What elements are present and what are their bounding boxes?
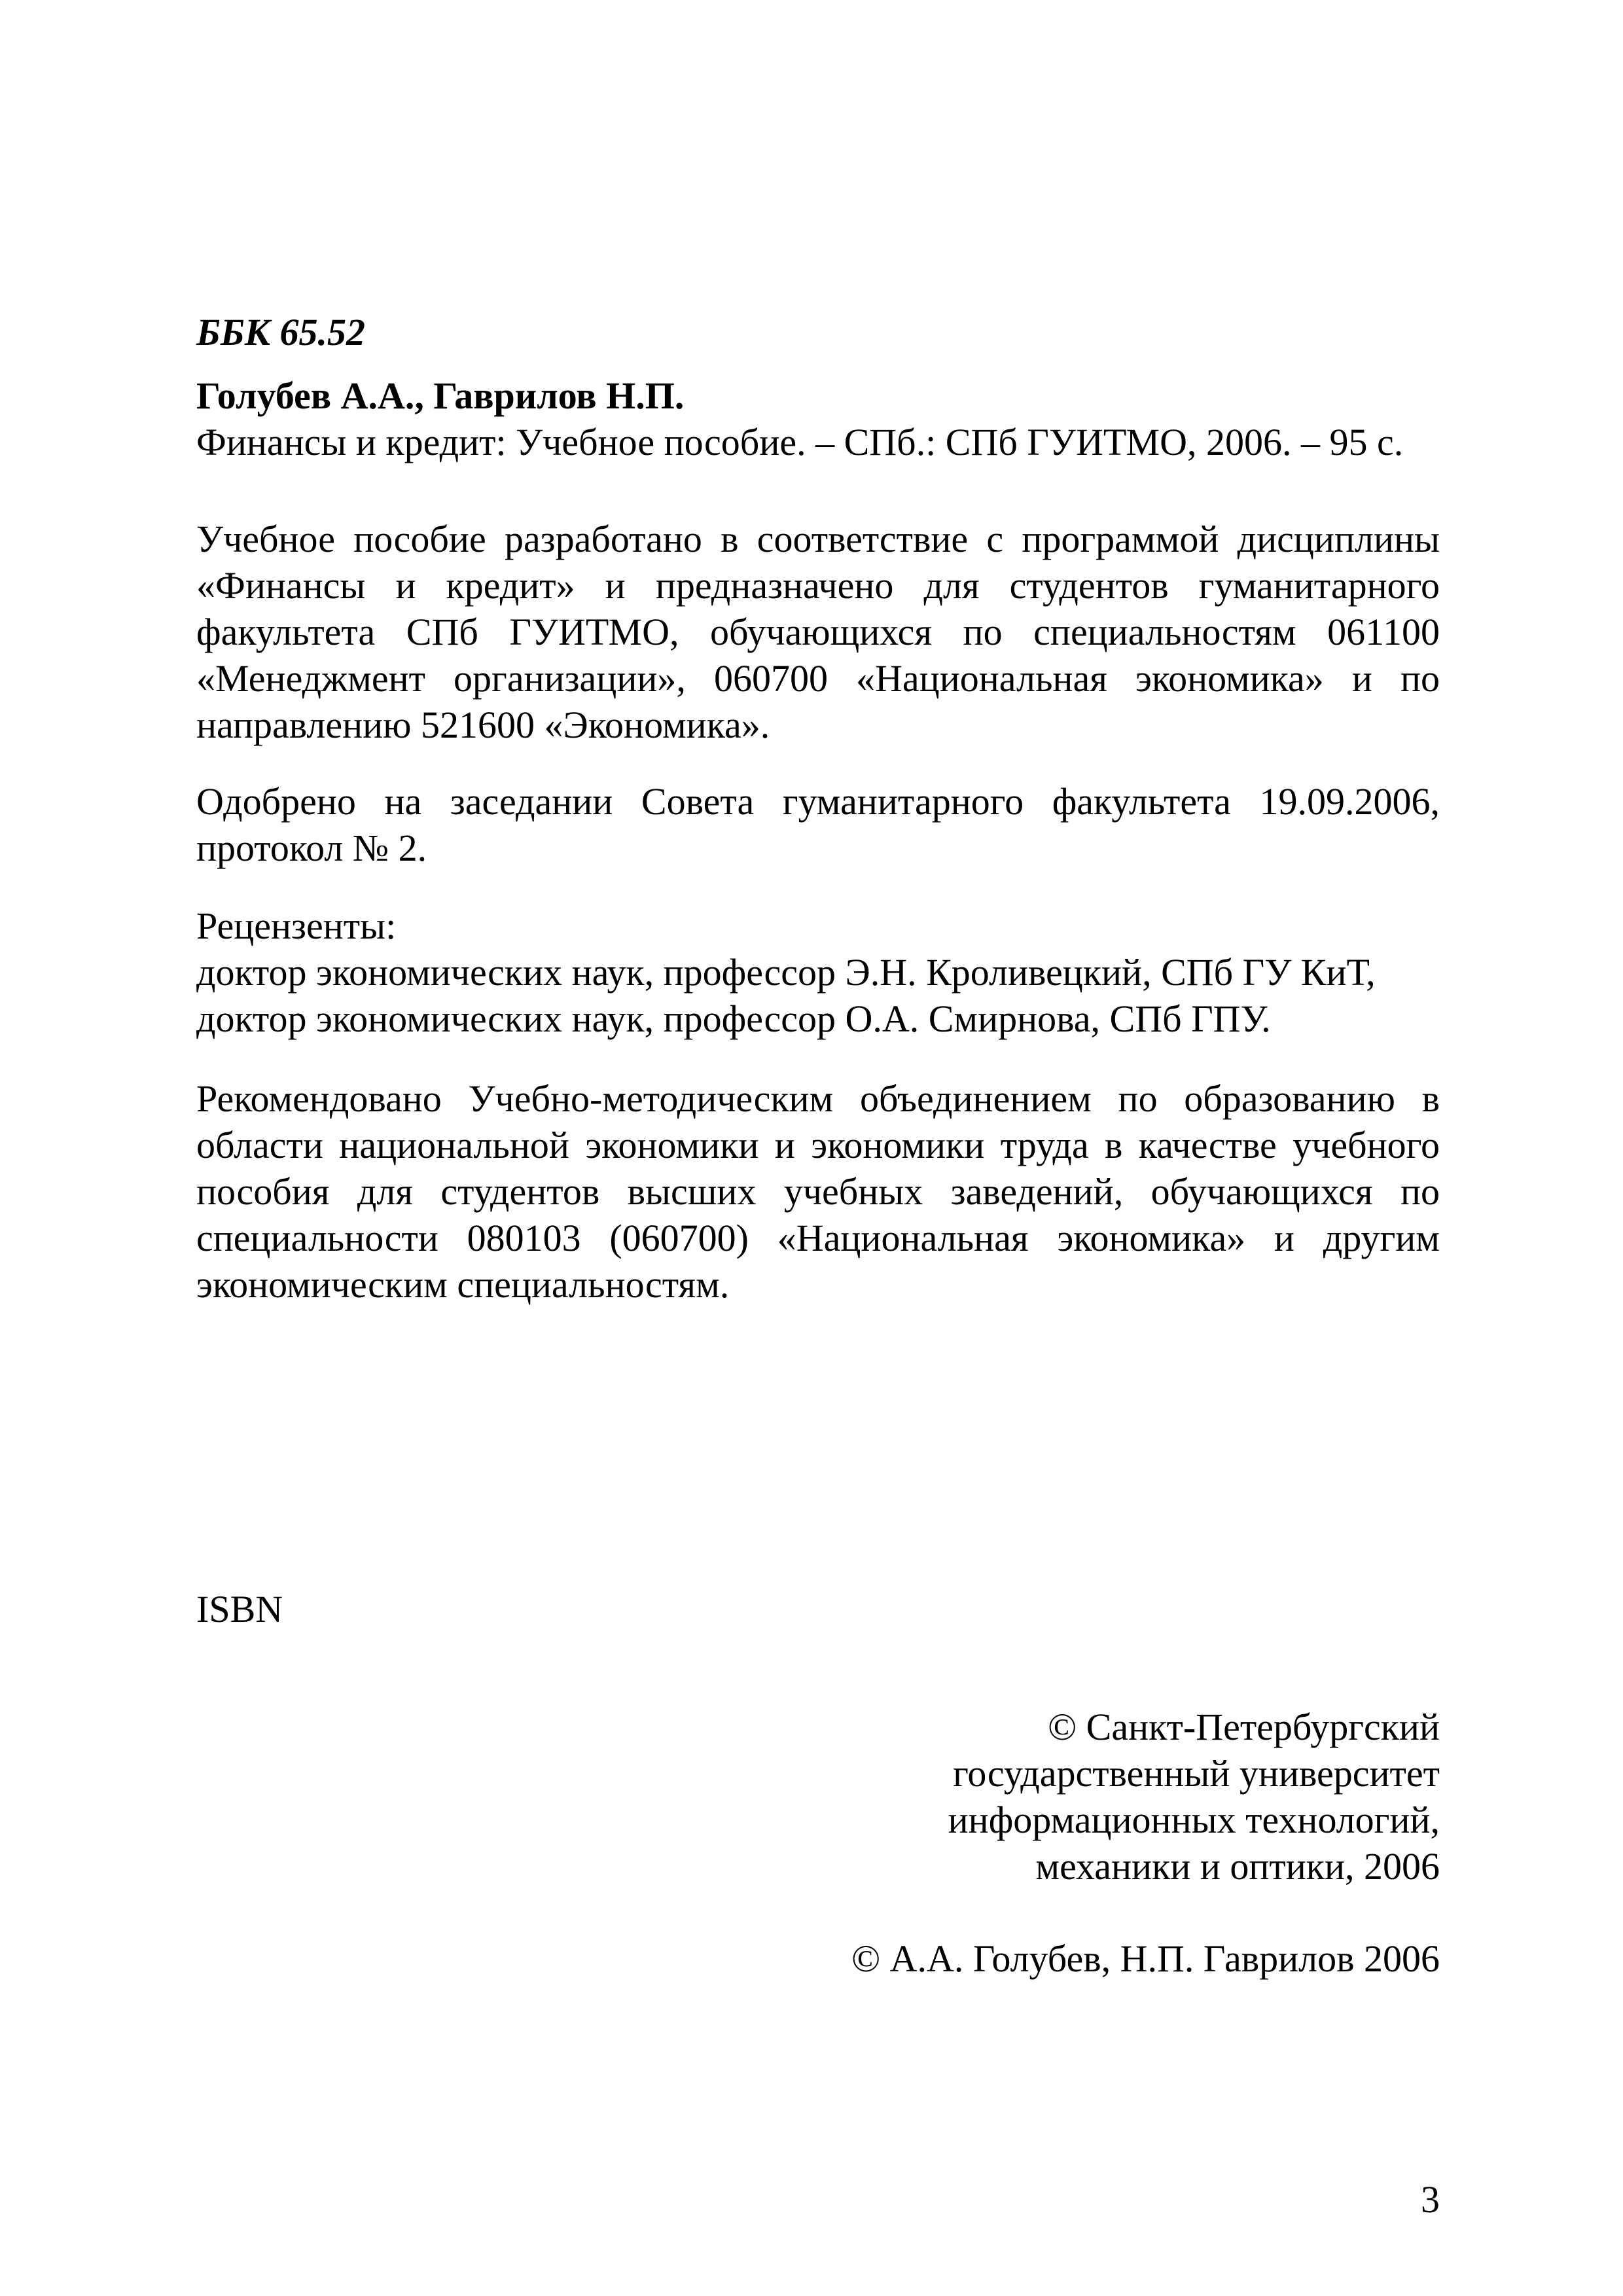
annotation-line: факультета СПб ГУИТМО, обучающихся по специальностям 061100 xyxy=(196,611,1440,653)
copyright-line: механики и оптики, 2006 xyxy=(1035,1845,1440,1888)
recommendation-line: пособия для студентов высших учебных заведений, обучающихся по xyxy=(196,1170,1440,1213)
authors: Голубев А.А., Гаврилов Н.П. xyxy=(196,374,685,417)
citation: Финансы и кредит: Учебное пособие. – СПб.: СПб ГУИТМО, 2006. – 95 с. xyxy=(196,421,1404,463)
copyright-line: государственный университет xyxy=(953,1752,1440,1795)
annotation-paragraph xyxy=(196,516,1440,748)
reviewers-heading: Рецензенты: xyxy=(196,905,397,947)
recommendation-line: специальности 080103 (060700) «Национальная экономика» и другим xyxy=(196,1217,1440,1259)
annotation-line: Учебное пособие разработано в соответствие с программой дисциплины xyxy=(196,518,1440,560)
copyright-line: © Санкт-Петербургский xyxy=(1048,1706,1440,1748)
copyright-university xyxy=(196,1704,1440,1890)
approval-line: Одобрено на заседании Совета гуманитарного факультета 19.09.2006, xyxy=(196,780,1440,823)
annotation-line: «Финансы и кредит» и предназначено для студентов гуманитарного xyxy=(196,564,1440,607)
annotation-line: направлению 521600 «Экономика». xyxy=(196,704,770,746)
reviewers-paragraph xyxy=(196,903,1440,1042)
recommendation-line: области национальной экономики и экономики труда в качестве учебного xyxy=(196,1124,1440,1166)
recommendation-line: экономическим специальностям. xyxy=(196,1263,730,1306)
reviewer-line: доктор экономических наук, профессор Э.Н. Кроливецкий, СПб ГУ КиТ, xyxy=(196,951,1376,994)
bbk-code: ББК 65.52 xyxy=(196,311,366,353)
approval-line: протокол № 2. xyxy=(196,827,427,869)
page-number: 3 xyxy=(1421,2178,1440,2221)
reviewer-line: доктор экономических наук, профессор О.А. Смирнова, СПб ГПУ. xyxy=(196,997,1271,1040)
recommendation-paragraph xyxy=(196,1075,1440,1308)
copyright-line: информационных технологий, xyxy=(948,1799,1440,1841)
bibliographic-entry xyxy=(196,372,1440,465)
isbn: ISBN xyxy=(196,1588,283,1630)
annotation-line: «Менеджмент организации», 060700 «Национальная экономика» и по xyxy=(196,657,1440,700)
recommendation-line: Рекомендовано Учебно-методическим объединением по образованию в xyxy=(196,1077,1440,1120)
copyright-authors: © А.А. Голубев, Н.П. Гаврилов 2006 xyxy=(851,1937,1440,1980)
approval-paragraph xyxy=(196,778,1440,871)
